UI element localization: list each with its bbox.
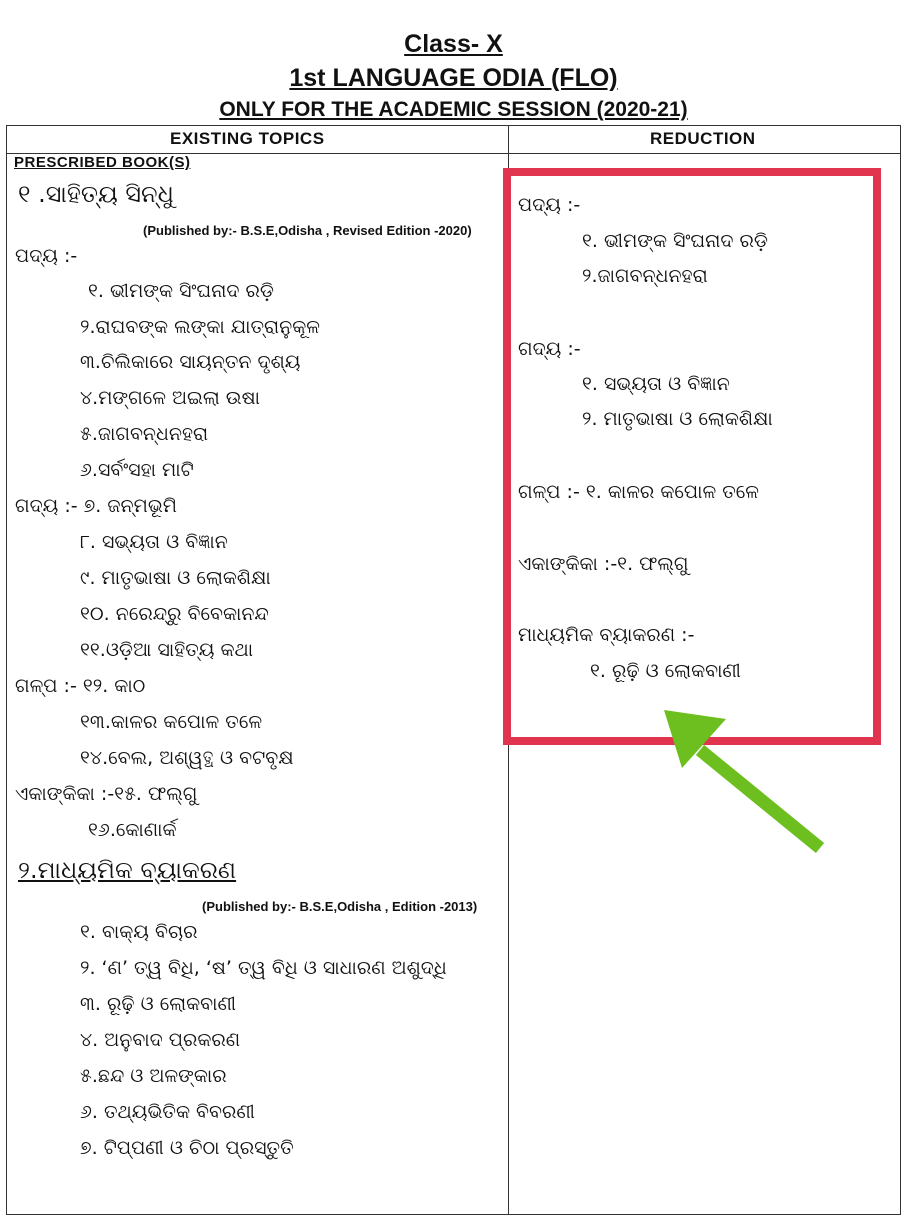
grammar-item: ୫.ଛନ୍ଦ ଓ ଅଳଙ୍କାର [80, 1065, 227, 1087]
grammar-item: ୧. ବାକ୍ୟ ବିଚାର [80, 921, 198, 943]
list-item: ୩.ଚିଲିକାରେ ସାୟନ୍ତନ ଦୃଶ୍ୟ [80, 351, 301, 373]
reduction-prose-heading: ଗଦ୍ୟ :- [518, 338, 581, 360]
list-item: ୧୩.କାଳର କପୋଳ ତଳେ [80, 711, 263, 733]
reduction-one-act: ଏକାଙ୍କିକା :-୧. ଫଲ୍‌ଗୁ [518, 553, 689, 575]
reduction-poetry-heading: ପଦ୍ୟ :- [518, 194, 581, 216]
list-item: ୧୦. ନରେନ୍ଦ୍ରୁ ବିବେକାନନ୍ଦ [80, 603, 269, 625]
green-arrow-icon [660, 705, 835, 865]
list-item: ୫.ଜାଗବନ୍ଧନହରା [80, 423, 209, 445]
grammar-item: ୭. ଟିପ୍ପଣୀ ଓ ଚିଠା ପ୍ରସ୍ତୁତି [80, 1137, 294, 1159]
reduction-header: REDUCTION [650, 129, 756, 148]
book1-title: ୧ .ସାହିତ୍ୟ ସିନ୍ଧୁ [18, 180, 174, 208]
one-act-heading: ଏକାଙ୍କିକା :-୧୫. ଫଲ୍‌ଗୁ [15, 783, 198, 805]
class-title: Class- X [404, 30, 503, 58]
subject-title: 1st LANGUAGE ODIA (FLO) [289, 64, 618, 92]
list-item: ୮. ସଭ୍ୟତା ଓ ବିଜ୍ଞାନ [80, 531, 228, 553]
existing-topics-header: EXISTING TOPICS [170, 129, 325, 148]
list-item: ୪.ମଙ୍ଗଳେ ଅଇଲା ଉଷା [80, 387, 260, 409]
list-item: ୬.ସର୍ବଂସହା ମାଟି [80, 459, 194, 481]
list-item: ୧. ଭୀମଙ୍କ ସିଂଘନାଦ ରଡ଼ି [88, 280, 274, 302]
grammar-item: ୬. ତଥ୍ୟଭିତିକ ବିବରଣୀ [80, 1101, 255, 1123]
list-item: ୧୬.କୋଣାର୍କ [88, 819, 177, 841]
poetry-heading: ପଦ୍ୟ :- [15, 245, 78, 267]
reduction-story: ଗଳ୍ପ :- ୧. କାଳର କପୋଳ ତଳେ [518, 481, 760, 503]
prose-heading: ଗଦ୍ୟ :- ୭. ଜନ୍ମଭୂମି [15, 495, 177, 517]
reduction-highlight-box [503, 168, 881, 745]
reduction-item: ୧. ସଭ୍ୟତା ଓ ବିଜ୍ଞାନ [582, 373, 730, 395]
reduction-item: ୨. ମାତୃଭାଷା ଓ ଲୋକଶିକ୍ଷା [582, 408, 773, 430]
reduction-grammar-heading: ମାଧ୍ୟମିକ ବ୍ୟାକରଣ :- [518, 624, 695, 646]
grammar-item: ୩. ରୂଢ଼ି ଓ ଲୋକବାଣୀ [80, 993, 236, 1015]
book2-title: ୨.ମାଧ୍ୟମିକ ବ୍ୟାକରଣ [18, 856, 237, 884]
reduction-item: ୧. ରୂଢ଼ି ଓ ଲୋକବାଣୀ [590, 660, 741, 682]
reduction-item: ୨.ଜାଗବନ୍ଧନହରା [582, 265, 708, 287]
book1-publisher: (Published by:- B.S.E,Odisha , Revised Edition -2020) [143, 223, 472, 238]
reduction-item: ୧. ଭୀମଙ୍କ ସିଂଘନାଦ ରଡ଼ି [582, 230, 768, 252]
list-item: ୧୧.ଓଡ଼ିଆ ସାହିତ୍ୟ କଥା [80, 639, 254, 661]
story-heading: ଗଳ୍ପ :- ୧୨. କାଠ [15, 675, 146, 697]
list-item: ୧୪.ବେଲ, ଅଶ୍ୱତ୍ଥ ଓ ବଟବୃକ୍ଷ [80, 747, 294, 769]
prescribed-books-heading: PRESCRIBED BOOK(S) [14, 154, 191, 171]
book2-publisher: (Published by:- B.S.E,Odisha , Edition -2013) [202, 899, 478, 914]
session-title: ONLY FOR THE ACADEMIC SESSION (2020-21) [219, 98, 688, 121]
grammar-item: ୨. ‘ଣ’ ତ୍ୱ ବିଧି, ‘ଷ’ ତ୍ୱ ବିଧି ଓ ସାଧାରଣ ଅଶୁଦ୍ଧି [80, 957, 447, 979]
grammar-item: ୪. ଅନୁବାଦ ପ୍ରକରଣ [80, 1029, 241, 1051]
list-item: ୯. ମାତୃଭାଷା ଓ ଲୋକଶିକ୍ଷା [80, 567, 271, 589]
list-item: ୨.ରାଘବଙ୍କ ଲଙ୍କା ଯାତ୍ରାନୁକୂଳ [80, 316, 320, 338]
